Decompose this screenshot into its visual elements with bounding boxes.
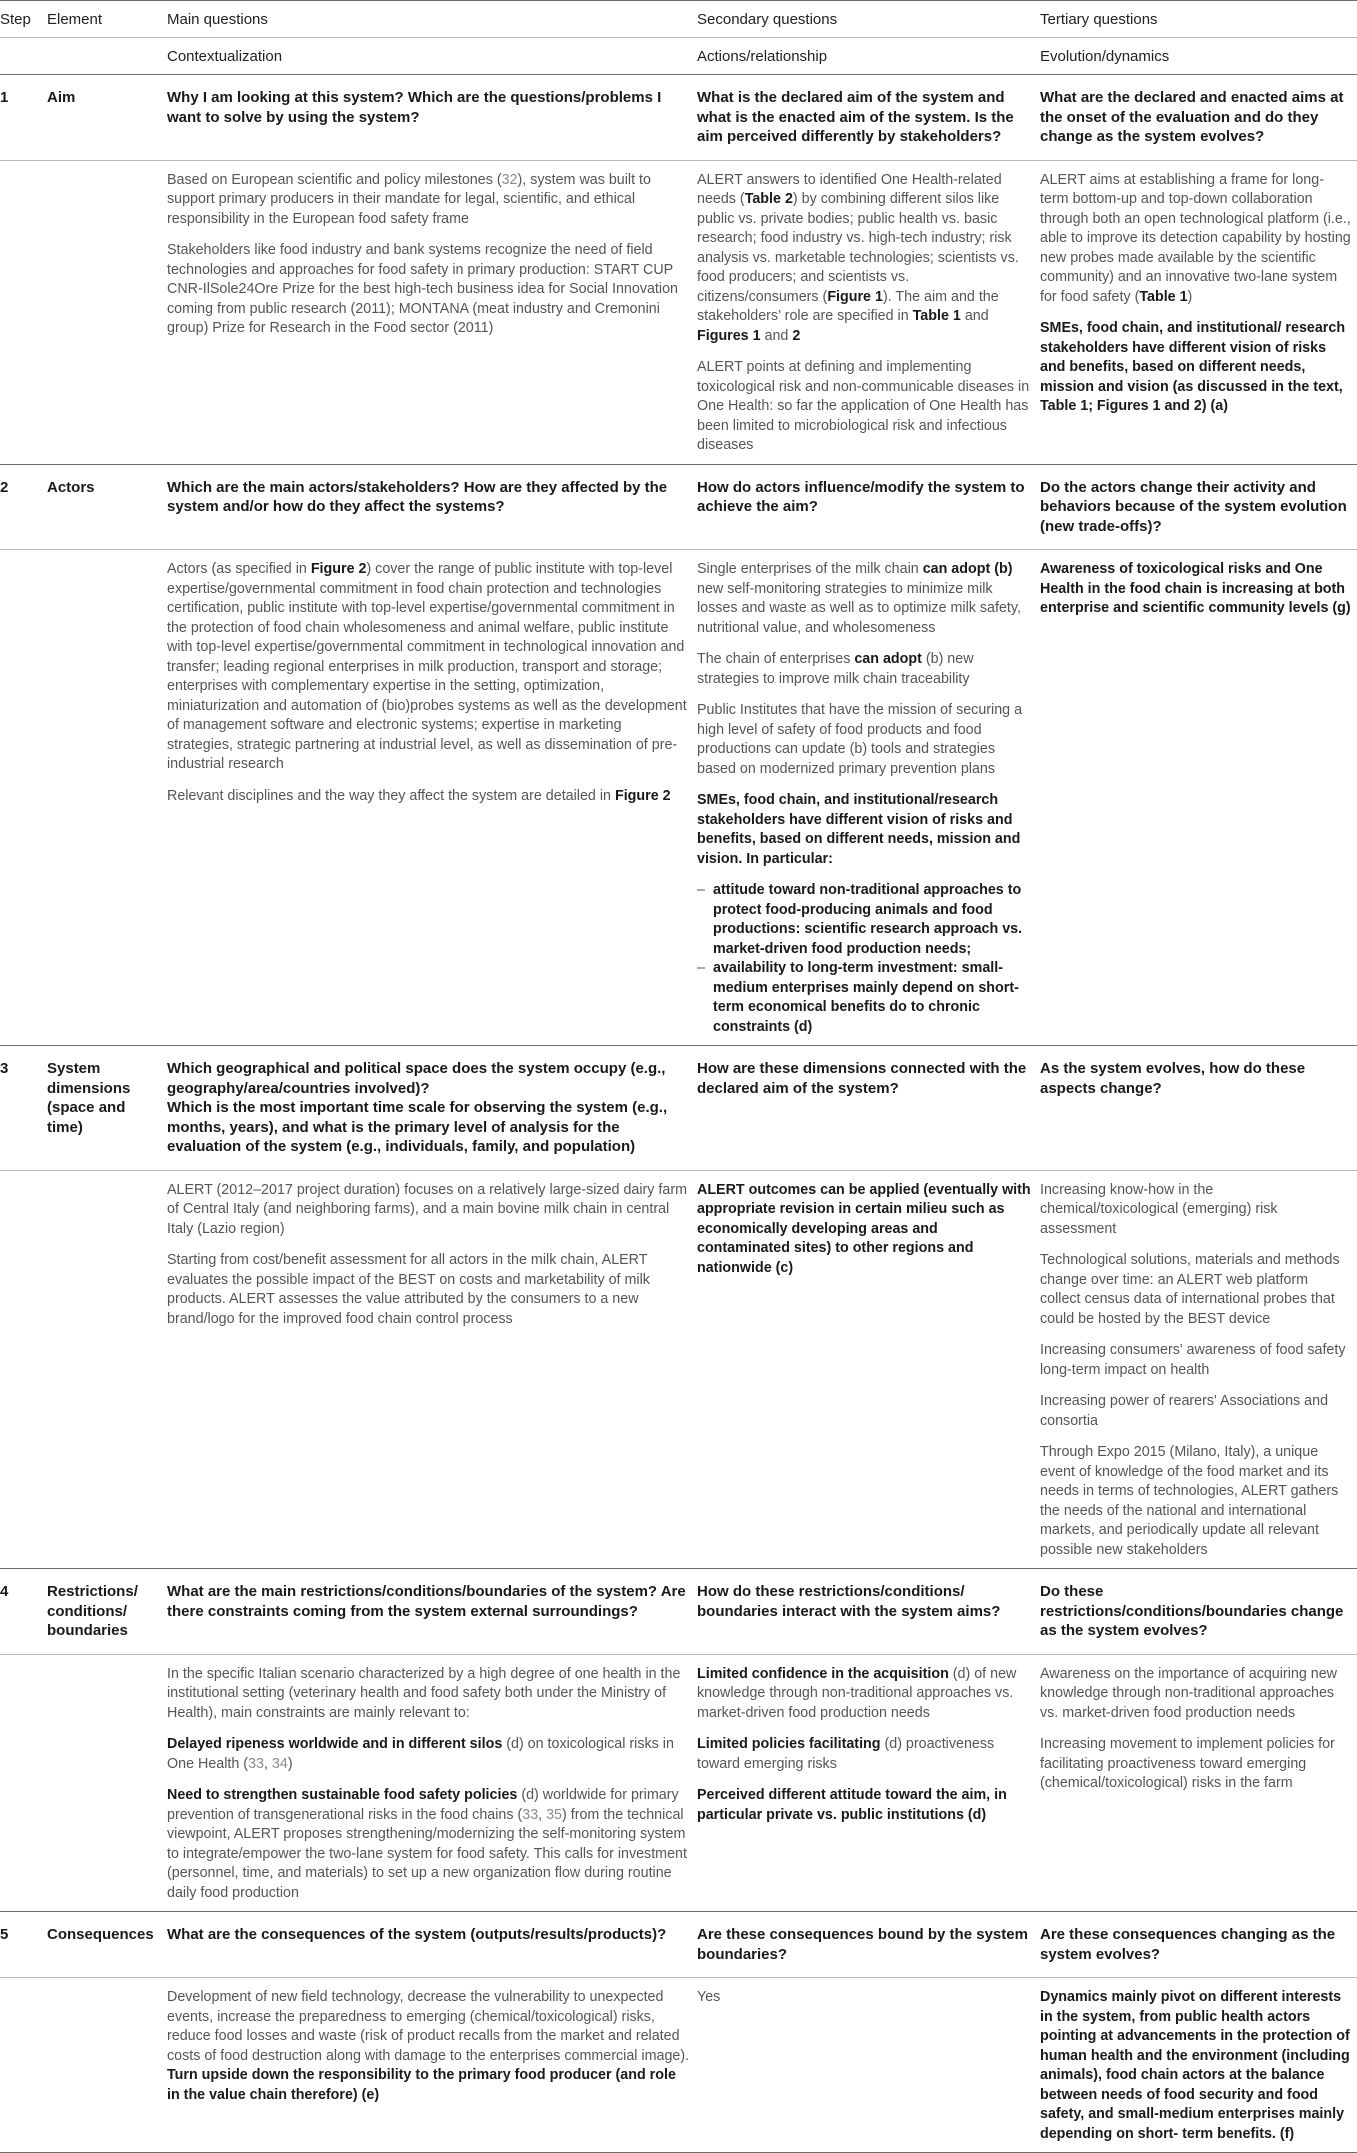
main-answer: Development of new field technology, decrease the vulnerability to unexpected events, increase the preparedness to emerging (chemical/toxicological) risks, reduce food losses and waste (risk of product recalls from the market and related costs of food destruction along with damage to the enterprises commercial image). Turn upside down the responsibility to the primary food producer (and role in the value chain therefore) (e) [167,1989,690,2103]
table-row [0,1170,1357,1569]
main-question: What are the consequences of the system (outputs/results/products)? [167,1926,667,1943]
element-name: Consequences [47,1926,154,1943]
element-name: Actors [47,478,95,496]
step-number: 3 [0,1060,9,1077]
subheader-tertiary: Evolution/dynamics [1040,47,1170,65]
element-name: Aim [47,89,76,106]
col-header-step: Step [0,11,31,28]
table-row [0,1978,1357,2153]
main-answer: ALERT (2012–2017 project duration) focuses on a relatively large-sized dairy farm of Central Italy (and neighboring farms), and a main bovine milk chain in central Italy (Lazio region) Starting from cost/benefit assessment for all actors in the milk chain, ALERT evaluates the possible impact of the BEST on costs and marketability of milk products. ALERT assesses the value attributed by the consumers to a new brand/logo for the improved food chain control process [167,1181,687,1327]
secondary-question: Are these consequences bound by the system boundaries? [697,1926,1028,1963]
table-row [0,1654,1357,1912]
secondary-answer: ALERT outcomes can be applied (eventually with appropriate revision in certain milieu such as economically developing areas and contaminated sites) to other regions and nationwide (c) [697,1181,1031,1276]
secondary-answer: ALERT answers to identified One Health-related needs (Table 2) by combining different silos like public vs. private bodies; public health vs. basic research; food industry vs. high-tech industry; risk analysis vs. marketable technologies; scientists vs. food producers; and scientists vs. citizens/consumers (Figure 1). The aim and the stakeholders’ role are specified in Table 1 and Figures 1 and 2 ALERT points at defining and implementing toxicological risk and non-communicable diseases in One Health: so far the application of One Health has been limited to microbiological risk and infectious diseases [697,171,1030,453]
secondary-question: What is the declared aim of the system and what is the enacted aim of the system. Is the aim perceived differently by stakeholders? [697,89,1014,145]
main-answer: Based on European scientific and policy milestones (32), system was built to support primary producers in their mandate for legal, scientific, and ethical responsibility in the European food safety frame Stakeholders like food industry and bank systems recognize the need of field technologies and approaches for food safety in primary production: START CUP CNR-IlSole24Ore Prize for the best high-tech business idea for Social Innovation coming from public research (2011); MONTANA (meat industry and Cremonini group) Prize for Research in the Food sector (2011) [167,171,678,336]
list-item: – availability to long-term investment: small-medium enterprises mainly depend on short-term economical benefits do to chronic constraints (d) [697,959,1034,1037]
step-number: 1 [0,89,9,106]
col-header-main: Main questions [167,11,268,28]
secondary-question: How do actors influence/modify the system to achieve the aim? [697,478,1025,515]
tertiary-answer: Dynamics mainly pivot on different interests in the system, from public health actors pointing at advancements in the protection of human health and the environment (including animals), food chain actors at the balance between needs of food security and food safety, and small-medium enterprises mainly depending on short- term benefits. (f) [1040,1989,1350,2142]
subheader-secondary: Actions/relationship [697,47,828,65]
secondary-answer: Limited confidence in the acquisition (d) of new knowledge through non-traditional approaches vs. market-driven food production needs Limited policies facilitating (d) proactiveness toward emerging risks Perceived different attitude toward the aim, in particular private vs. public institutions (d) [697,1665,1017,1823]
tertiary-question: What are the declared and enacted aims at the onset of the evaluation and do they change as the system evolves? [1040,89,1344,145]
secondary-answer: Yes [697,1989,721,2005]
tertiary-answer: Increasing know-how in the chemical/toxicological (emerging) risk assessment Technological solutions, materials and methods change over time: an ALERT web platform collect census data of international probes that could be hosted by the BEST device Increasing consumers' awareness of food safety long-term impact on health Increasing power of rearers' Associations and consortia Through Expo 2015 (Milano, Italy), a unique event of knowledge of the food market and its needs in terms of technologies, ALERT gathers the needs of the national and international markets, and periodically update all relevant possible new stakeholders [1040,1181,1346,1558]
main-answer: In the specific Italian scenario characterized by a high degree of one health in the institutional setting (veterinary health and food safety both under the Ministry of Health), main constraints are mainly relevant to: Delayed ripeness worldwide and in different silos (d) on toxicological risks in One Health (33, 34) Need to strengthen sustainable food safety policies (d) worldwide for primary prevention of transgenerational risks in the food chains (33, 35) from the technical viewpoint, ALERT proposes strengthening/modernizing the self-monitoring system to integrate/empower the two-lane system for food safety. This calls for investment (personnel, time, and materials) to set up a new organization flow during routine daily food production [167,1665,687,1901]
col-header-secondary: Secondary questions [697,11,838,28]
main-answer: Actors (as specified in Figure 2) cover the range of public institute with top-level expertise/governmental commitment in food chain protection and technologies certification, public institute with top-level expertise/governmental commitment in the protection of food chain wholesomeness and animal welfare, public institute with top-level expertise/governmental commitment in technological innovation and transfer; leading regional enterprises in milk production, transport and storage; enterprises with complementary expertise in the setting, optimization, miniaturization and automation of (bio)probes systems as well as the development of management software and electronic systems; expertise in marketing strategies, strategic partnering at industrial level, as well as dissemination of pre-industrial research Relevant disciplines and the way they affect the system are detailed in Figure 2 [167,561,687,804]
main-question: Which geographical and political space does the system occupy (e.g., geography/area/countries involved)? Which is the most important time scale for observing the system (e.g., months, years), and what is the primary level of analysis for the evaluation of the system (e.g., individuals, family, and population) [167,1060,668,1155]
tertiary-question: Do the actors change their activity and behaviors because of the system evolution (new trade-offs)? [1040,478,1347,535]
element-name: Restrictions/ conditions/ boundaries [47,1583,138,1639]
table-row [0,550,1357,1046]
table-row [0,464,1357,550]
tertiary-question: Do these restrictions/conditions/boundaries change as the system evolves? [1040,1583,1344,1639]
secondary-question: How are these dimensions connected with the declared aim of the system? [697,1060,1027,1097]
table-row [0,160,1357,464]
tertiary-answer: Awareness of toxicological risks and One Health in the food chain is increasing at both enterprise and scientific community levels (g) [1040,561,1351,616]
tertiary-question: As the system evolves, how do these aspects change? [1040,1060,1306,1097]
secondary-answer: Single enterprises of the milk chain can adopt (b) new self-monitoring strategies to minimize milk losses and waste as well as to optimize milk safety, nutritional value, and wholesomeness The chain of enterprises can adopt (b) new strategies to improve milk chain traceability Public Institutes that have the mission of securing a high level of safety of food products and food productions can update (b) tools and strategies based on modernized primary prevention plans SMEs, food chain, and institutional/research stakeholders have different vision of risks and benefits, based on different needs, mission and vision. In particular: – attitude toward non-traditional approaches to protect food-producing animals and food productions: scientific research approach vs. market-driven food production needs; – availability to long-term investment: small-medium enterprises mainly depend on short-term economical benefits do to chronic constraints (d) [697,550,1040,1046]
table-row [0,75,1357,161]
step-number: 4 [0,1583,9,1600]
table-subheader-row [0,37,1357,75]
element-name: System dimensions (space and time) [47,1060,131,1136]
tertiary-answer: Awareness on the importance of acquiring new knowledge through non-traditional approaches vs. market-driven food production needs Increasing movement to implement policies for facilitating proactiveness toward emerging (chemical/toxicological) risks in the farm [1040,1665,1337,1791]
subheader-main: Contextualization [167,47,283,65]
table-row [0,1912,1357,1978]
table-row [0,1569,1357,1655]
step-number: 2 [0,478,9,496]
table-row [0,1046,1357,1171]
list-item: – attitude toward non-traditional approaches to protect food-producing animals and food productions: scientific research approach vs. market-driven food production needs; [697,881,1034,959]
main-question: Which are the main actors/stakeholders? How are they affected by the system and/or how do they affect the systems? [167,478,668,515]
main-question: What are the main restrictions/conditions/boundaries of the system? Are there constraints coming from the system external surroundings? [167,1583,686,1620]
secondary-question: How do these restrictions/conditions/ boundaries interact with the system aims? [697,1583,1001,1620]
tertiary-answer: ALERT aims at establishing a frame for long-term bottom-up and top-down collaboration through both an open technological platform (i.e., able to improve its detection capability by hosting new probes made available by the scientific community) and an innovative two-lane system for food safety (Table 1) SMEs, food chain, and institutional/ research stakeholders have different vision of risks and benefits, based on different needs, mission and vision (as discussed in the text, Table 1; Figures 1 and 2) (a) [1040,171,1351,414]
dash-list [697,881,1034,1037]
step-number: 5 [0,1926,9,1943]
main-question: Why I am looking at this system? Which are the questions/problems I want to solve by using the system? [167,89,662,126]
tertiary-question: Are these consequences changing as the system evolves? [1040,1926,1336,1963]
col-header-element: Element [47,11,103,28]
col-header-tertiary: Tertiary questions [1040,11,1158,28]
table-header-row [0,1,1357,38]
